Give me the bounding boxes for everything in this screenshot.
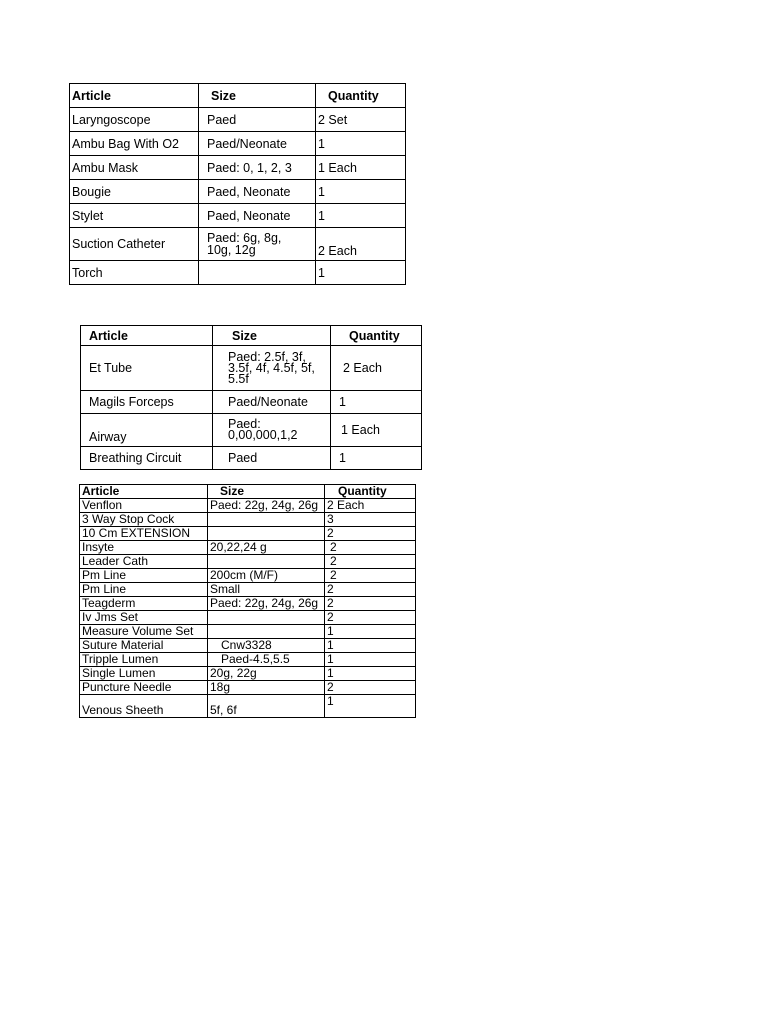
table-header-row (80, 485, 416, 499)
size-cell: 5f, 6f (208, 695, 325, 718)
article-cell: Suction Catheter (70, 228, 199, 261)
table-header-row (81, 326, 422, 346)
column-header-article: Article (80, 485, 208, 499)
article-cell: Tripple Lumen (80, 653, 208, 667)
table-row (80, 513, 416, 527)
quantity-cell: 1 (325, 653, 416, 667)
size-cell: 200cm (M/F) (208, 569, 325, 583)
table-header-row (70, 84, 406, 108)
quantity-cell: 2 Each (316, 228, 406, 261)
article-cell: 3 Way Stop Cock (80, 513, 208, 527)
article-cell: Puncture Needle (80, 681, 208, 695)
quantity-cell: 2 (325, 569, 416, 583)
quantity-cell: 3 (325, 513, 416, 527)
quantity-cell: 2 (325, 541, 416, 555)
column-header-quantity: Quantity (331, 326, 422, 346)
table-row (70, 228, 406, 261)
article-cell: Ambu Mask (70, 156, 199, 180)
size-cell (199, 261, 316, 285)
size-cell: Paed: 6g, 8g, 10g, 12g (199, 228, 316, 261)
equipment-table-3 (79, 484, 416, 718)
table-row (80, 555, 416, 569)
table-row (80, 625, 416, 639)
equipment-table-1 (69, 83, 406, 285)
size-cell (208, 527, 325, 541)
article-cell: Bougie (70, 180, 199, 204)
size-cell: Paed: 0,00,000,1,2 (213, 414, 331, 447)
table-row (70, 132, 406, 156)
size-cell (208, 625, 325, 639)
table-row (81, 391, 422, 414)
table-row (80, 541, 416, 555)
quantity-cell: 1 (316, 132, 406, 156)
article-cell: Breathing Circuit (81, 447, 213, 470)
size-cell: 20g, 22g (208, 667, 325, 681)
table-row (70, 108, 406, 132)
table-row (80, 569, 416, 583)
article-cell: Insyte (80, 541, 208, 555)
article-cell: Magils Forceps (81, 391, 213, 414)
quantity-cell: 1 (331, 391, 422, 414)
quantity-cell: 1 (316, 204, 406, 228)
quantity-cell: 2 (325, 681, 416, 695)
quantity-cell: 1 (325, 639, 416, 653)
quantity-cell: 2 (325, 611, 416, 625)
quantity-cell: 1 (331, 447, 422, 470)
size-cell (208, 513, 325, 527)
article-cell: Venflon (80, 499, 208, 513)
quantity-cell: 1 Each (316, 156, 406, 180)
quantity-cell: 2 Each (331, 346, 422, 391)
quantity-cell: 1 Each (331, 414, 422, 447)
size-cell: Small (208, 583, 325, 597)
size-cell (208, 611, 325, 625)
quantity-cell: 1 (325, 667, 416, 681)
column-header-quantity: Quantity (316, 84, 406, 108)
table-row (80, 583, 416, 597)
table-row (80, 681, 416, 695)
article-cell: Suture Material (80, 639, 208, 653)
equipment-table-2 (80, 325, 422, 470)
article-cell: Teagderm (80, 597, 208, 611)
column-header-article: Article (70, 84, 199, 108)
table-row (70, 180, 406, 204)
size-cell: Cnw3328 (208, 639, 325, 653)
quantity-cell: 1 (325, 695, 416, 718)
quantity-cell: 1 (316, 261, 406, 285)
table-row (70, 261, 406, 285)
article-cell: 10 Cm EXTENSION (80, 527, 208, 541)
table-row (80, 499, 416, 513)
table-row (81, 414, 422, 447)
quantity-cell: 2 (325, 597, 416, 611)
size-cell: Paed: 22g, 24g, 26g (208, 597, 325, 611)
size-cell: 20,22,24 g (208, 541, 325, 555)
table-row (70, 204, 406, 228)
article-cell: Iv Jms Set (80, 611, 208, 625)
article-cell: Torch (70, 261, 199, 285)
size-cell: Paed-4.5,5.5 (208, 653, 325, 667)
quantity-cell: 1 (325, 625, 416, 639)
size-cell: Paed: 2.5f, 3f, 3.5f, 4f, 4.5f, 5f, 5.5f (213, 346, 331, 391)
table-row (80, 653, 416, 667)
article-cell: Leader Cath (80, 555, 208, 569)
size-cell (208, 555, 325, 569)
table-row (80, 527, 416, 541)
size-cell: Paed: 22g, 24g, 26g (208, 499, 325, 513)
quantity-cell: 2 (325, 583, 416, 597)
article-cell: Airway (81, 414, 213, 447)
table-row (80, 667, 416, 681)
size-cell: Paed (213, 447, 331, 470)
article-cell: Measure Volume Set (80, 625, 208, 639)
article-cell: Pm Line (80, 569, 208, 583)
article-cell: Ambu Bag With O2 (70, 132, 199, 156)
table-row (80, 695, 416, 718)
table-row (80, 597, 416, 611)
column-header-quantity: Quantity (325, 485, 416, 499)
size-cell: 18g (208, 681, 325, 695)
table-row (70, 156, 406, 180)
column-header-size: Size (199, 84, 316, 108)
article-cell: Venous Sheeth (80, 695, 208, 718)
column-header-size: Size (208, 485, 325, 499)
quantity-cell: 2 (325, 527, 416, 541)
quantity-cell: 2 Each (325, 499, 416, 513)
article-cell: Stylet (70, 204, 199, 228)
table-row (80, 611, 416, 625)
quantity-cell: 1 (316, 180, 406, 204)
size-cell: Paed, Neonate (199, 180, 316, 204)
column-header-size: Size (213, 326, 331, 346)
article-cell: Pm Line (80, 583, 208, 597)
table-row (81, 447, 422, 470)
table-row (81, 346, 422, 391)
quantity-cell: 2 Set (316, 108, 406, 132)
article-cell: Et Tube (81, 346, 213, 391)
size-cell: Paed, Neonate (199, 204, 316, 228)
quantity-cell: 2 (325, 555, 416, 569)
size-cell: Paed: 0, 1, 2, 3 (199, 156, 316, 180)
article-cell: Laryngoscope (70, 108, 199, 132)
article-cell: Single Lumen (80, 667, 208, 681)
size-cell: Paed/Neonate (213, 391, 331, 414)
table-row (80, 639, 416, 653)
size-cell: Paed (199, 108, 316, 132)
column-header-article: Article (81, 326, 213, 346)
size-cell: Paed/Neonate (199, 132, 316, 156)
